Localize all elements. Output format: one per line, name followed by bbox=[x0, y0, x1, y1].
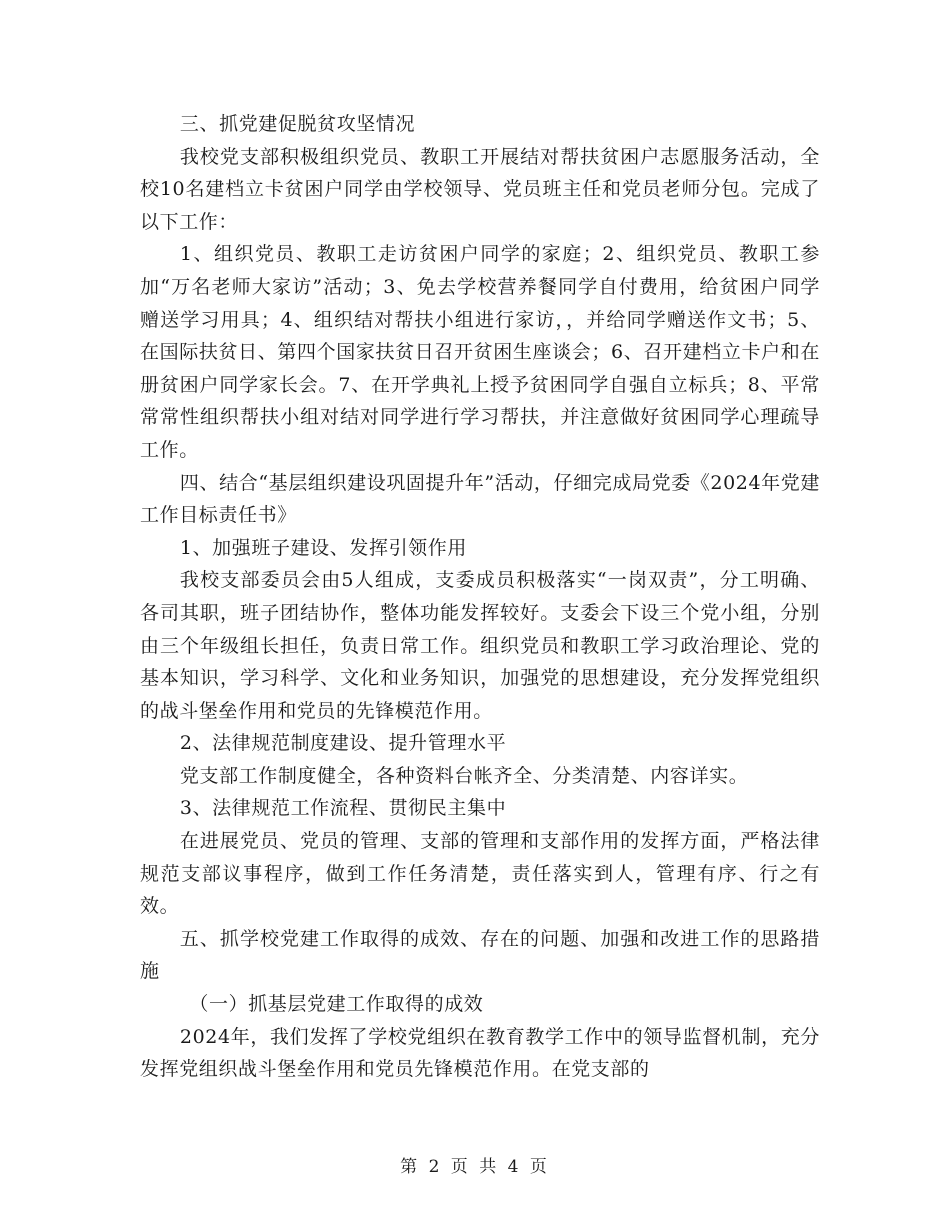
subsection-heading: 3、法律规范工作流程、贯彻民主集中 bbox=[179, 797, 507, 820]
body-paragraph: 2024年，我们发挥了学校党组织在教育教学工作中的领导监督机制，充分发挥党组织战斗堡垒作用和党员先锋模范作用。在党支部的 bbox=[140, 1025, 820, 1081]
body-paragraph: 党支部工作制度健全，各种资料台帐齐全、分类清楚、内容详实。 bbox=[179, 764, 749, 787]
body-paragraph: 我校党支部积极组织党员、教职工开展结对帮扶贫困户志愿服务活动，全校10名建档立卡贫困户同学由学校领导、党员班主任和党员老师分包。完成了以下工作： bbox=[140, 145, 820, 233]
subsection-heading: 2、法律规范制度建设、提升管理水平 bbox=[179, 732, 507, 755]
page-number-footer: 第 2 页 共 4 页 bbox=[400, 1157, 550, 1177]
section-heading-5: 五、抓学校党建工作取得的成效、存在的问题、加强和改进工作的思路措施 bbox=[140, 927, 820, 983]
section-heading-3: 三、抓党建促脱贫攻坚情况 bbox=[179, 113, 416, 135]
subsection-heading: 1、加强班子建设、发挥引领作用 bbox=[179, 536, 467, 559]
body-paragraph: 1、组织党员、教职工走访贫困户同学的家庭；2、组织党员、教职工参加“万名老师大家访”活动；3、免去学校营养餐同学自付费用，给贫困户同学赠送学习用具；4、组织结对帮扶小组进行家访，，并给同学赠送作文书；5、在国际扶贫日、第四个国家扶贫日召开贫困生座谈会；6、召开建档立卡户和在册贫困户同学家长会。7、在开学典礼上授予贫困同学自强自立标兵；8、平常常常性组织帮扶小组对结对同学进行学习帮扶，并注意做好贫困同学心理疏导工作。 bbox=[140, 243, 820, 461]
body-paragraph: 在进展党员、党员的管理、支部的管理和支部作用的发挥方面，严格法律规范支部议事程序，做到工作任务清楚，责任落实到人，管理有序、行之有效。 bbox=[140, 830, 820, 918]
body-paragraph: 我校支部委员会由5人组成，支委成员积极落实“一岗双责”，分工明确、各司其职，班子团结协作，整体功能发挥较好。支委会下设三个党小组，分别由三个年级组长担任，负责日常工作。组织党员和教职工学习政治理论、党的基本知识，学习科学、文化和业务知识，加强党的思想建设，充分发挥党组织的战斗堡垒作用和党员的先锋模范作用。 bbox=[140, 569, 820, 722]
document-body bbox=[140, 108, 820, 1086]
section-heading-4: 四、结合“基层组织建设巩固提升年”活动，仔细完成局党委《2024年党建工作目标责任书》 bbox=[140, 471, 820, 527]
subsection-heading: （一）抓基层党建工作取得的成效 bbox=[189, 993, 484, 1016]
